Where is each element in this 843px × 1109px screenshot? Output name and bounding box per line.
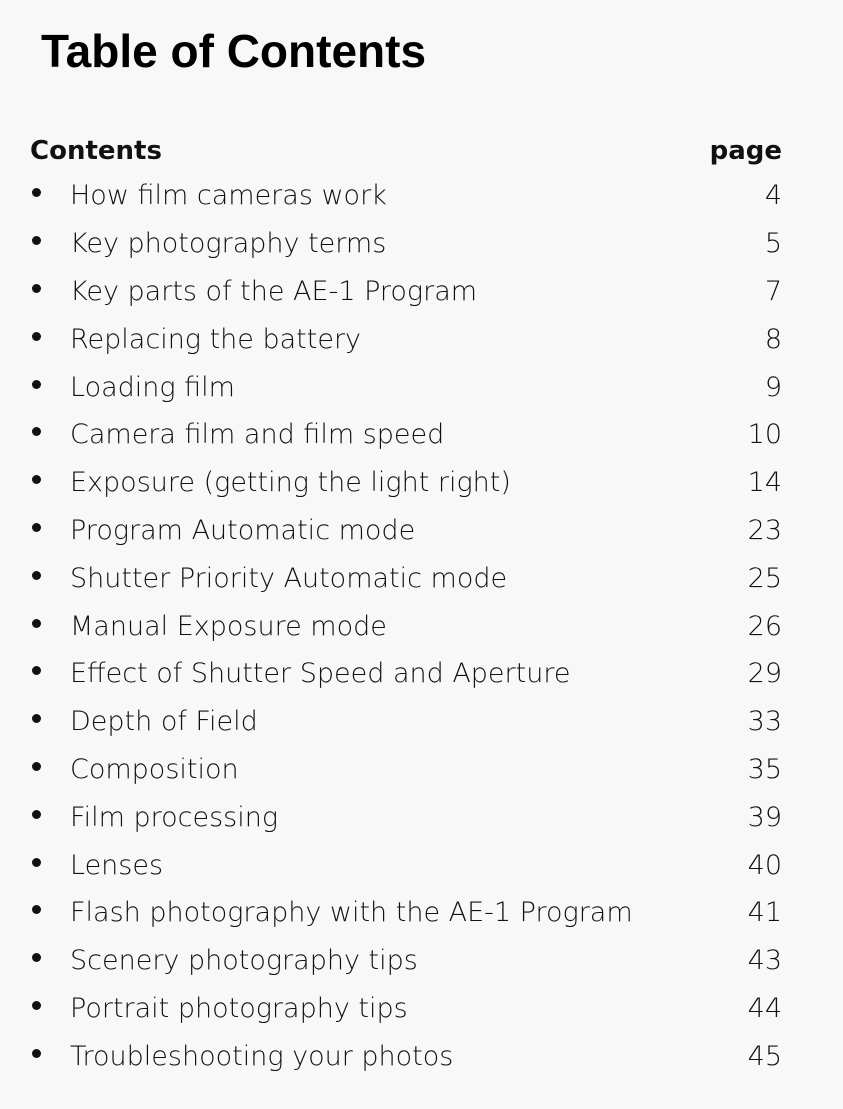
list-item-page-number: 25 — [747, 562, 782, 594]
list-item-page-number: 8 — [764, 323, 782, 355]
list-item-page-number: 43 — [747, 945, 782, 977]
bullet-icon — [30, 194, 70, 197]
list-item-label: Portrait photography tips — [70, 992, 408, 1024]
list-item — [30, 459, 782, 507]
bullet-icon — [30, 911, 70, 914]
list-item — [30, 985, 782, 1033]
contents-column-label: Contents — [30, 136, 162, 166]
list-item-page-number: 23 — [747, 514, 782, 546]
list-item-page-number: 35 — [747, 753, 782, 785]
list-item-page-number: 14 — [747, 467, 782, 499]
list-item-label: Camera film and film speed — [70, 419, 445, 451]
bullet-icon — [30, 529, 70, 532]
list-item-label: Key parts of the AE-1 Program — [70, 275, 478, 307]
list-item-page-number: 40 — [747, 849, 782, 881]
list-item — [30, 172, 782, 220]
list-item — [30, 220, 782, 268]
list-item-label: Film processing — [70, 801, 279, 833]
list-item — [30, 602, 782, 650]
bullet-icon — [30, 672, 70, 675]
list-item-label: Key photography terms — [70, 228, 387, 260]
bullet-icon — [30, 433, 70, 436]
list-item — [30, 650, 782, 698]
list-item-page-number: 45 — [747, 1040, 782, 1072]
bullet-icon — [30, 816, 70, 819]
list-item-label: Manual Exposure mode — [70, 610, 387, 642]
toc-header — [30, 130, 782, 172]
list-item-label: Lenses — [70, 849, 164, 881]
list-item-label: Composition — [70, 753, 239, 785]
bullet-icon — [30, 768, 70, 771]
bullet-icon — [30, 959, 70, 962]
bullet-icon — [30, 338, 70, 341]
list-item-label: How film cameras work — [70, 180, 387, 212]
list-item-label: Shutter Priority Automatic mode — [70, 562, 508, 594]
list-item — [30, 793, 782, 841]
bullet-icon — [30, 864, 70, 867]
list-item-label: Loading film — [70, 371, 235, 403]
bullet-icon — [30, 1007, 70, 1010]
list-item-label: Scenery photography tips — [70, 945, 418, 977]
list-item — [30, 889, 782, 937]
list-item — [30, 841, 782, 889]
page-title: Table of Contents — [41, 25, 427, 77]
list-item-page-number: 33 — [747, 706, 782, 738]
list-item-page-number: 10 — [747, 419, 782, 451]
bullet-icon — [30, 290, 70, 293]
list-item — [30, 554, 782, 602]
list-item — [30, 411, 782, 459]
list-item-page-number: 44 — [747, 992, 782, 1024]
list-item — [30, 1032, 782, 1080]
list-item — [30, 315, 782, 363]
list-item-label: Troubleshooting your photos — [70, 1040, 454, 1072]
list-item — [30, 937, 782, 985]
list-item-page-number: 29 — [747, 658, 782, 690]
list-item-label: Program Automatic mode — [70, 514, 416, 546]
list-item-page-number: 41 — [747, 897, 782, 929]
list-item-label: Replacing the battery — [70, 323, 362, 355]
list-item — [30, 268, 782, 316]
bullet-icon — [30, 720, 70, 723]
toc-list — [30, 172, 782, 1080]
bullet-icon — [30, 481, 70, 484]
table-of-contents — [30, 130, 782, 1080]
list-item-page-number: 7 — [764, 275, 782, 307]
list-item-page-number: 26 — [747, 610, 782, 642]
list-item-page-number: 39 — [747, 801, 782, 833]
page-column-label: page — [709, 136, 782, 166]
bullet-icon — [30, 625, 70, 628]
list-item — [30, 746, 782, 794]
list-item — [30, 698, 782, 746]
list-item — [30, 363, 782, 411]
bullet-icon — [30, 386, 70, 389]
list-item-label: Depth of Field — [70, 706, 258, 738]
list-item-label: Exposure (getting the light right) — [70, 467, 511, 499]
bullet-icon — [30, 242, 70, 245]
list-item-page-number: 5 — [764, 228, 782, 260]
bullet-icon — [30, 577, 70, 580]
list-item-label: Flash photography with the AE-1 Program — [70, 897, 633, 929]
list-item-page-number: 9 — [764, 371, 782, 403]
list-item-page-number: 4 — [764, 180, 782, 212]
bullet-icon — [30, 1055, 70, 1058]
list-item-label: Effect of Shutter Speed and Aperture — [70, 658, 571, 690]
list-item — [30, 507, 782, 555]
